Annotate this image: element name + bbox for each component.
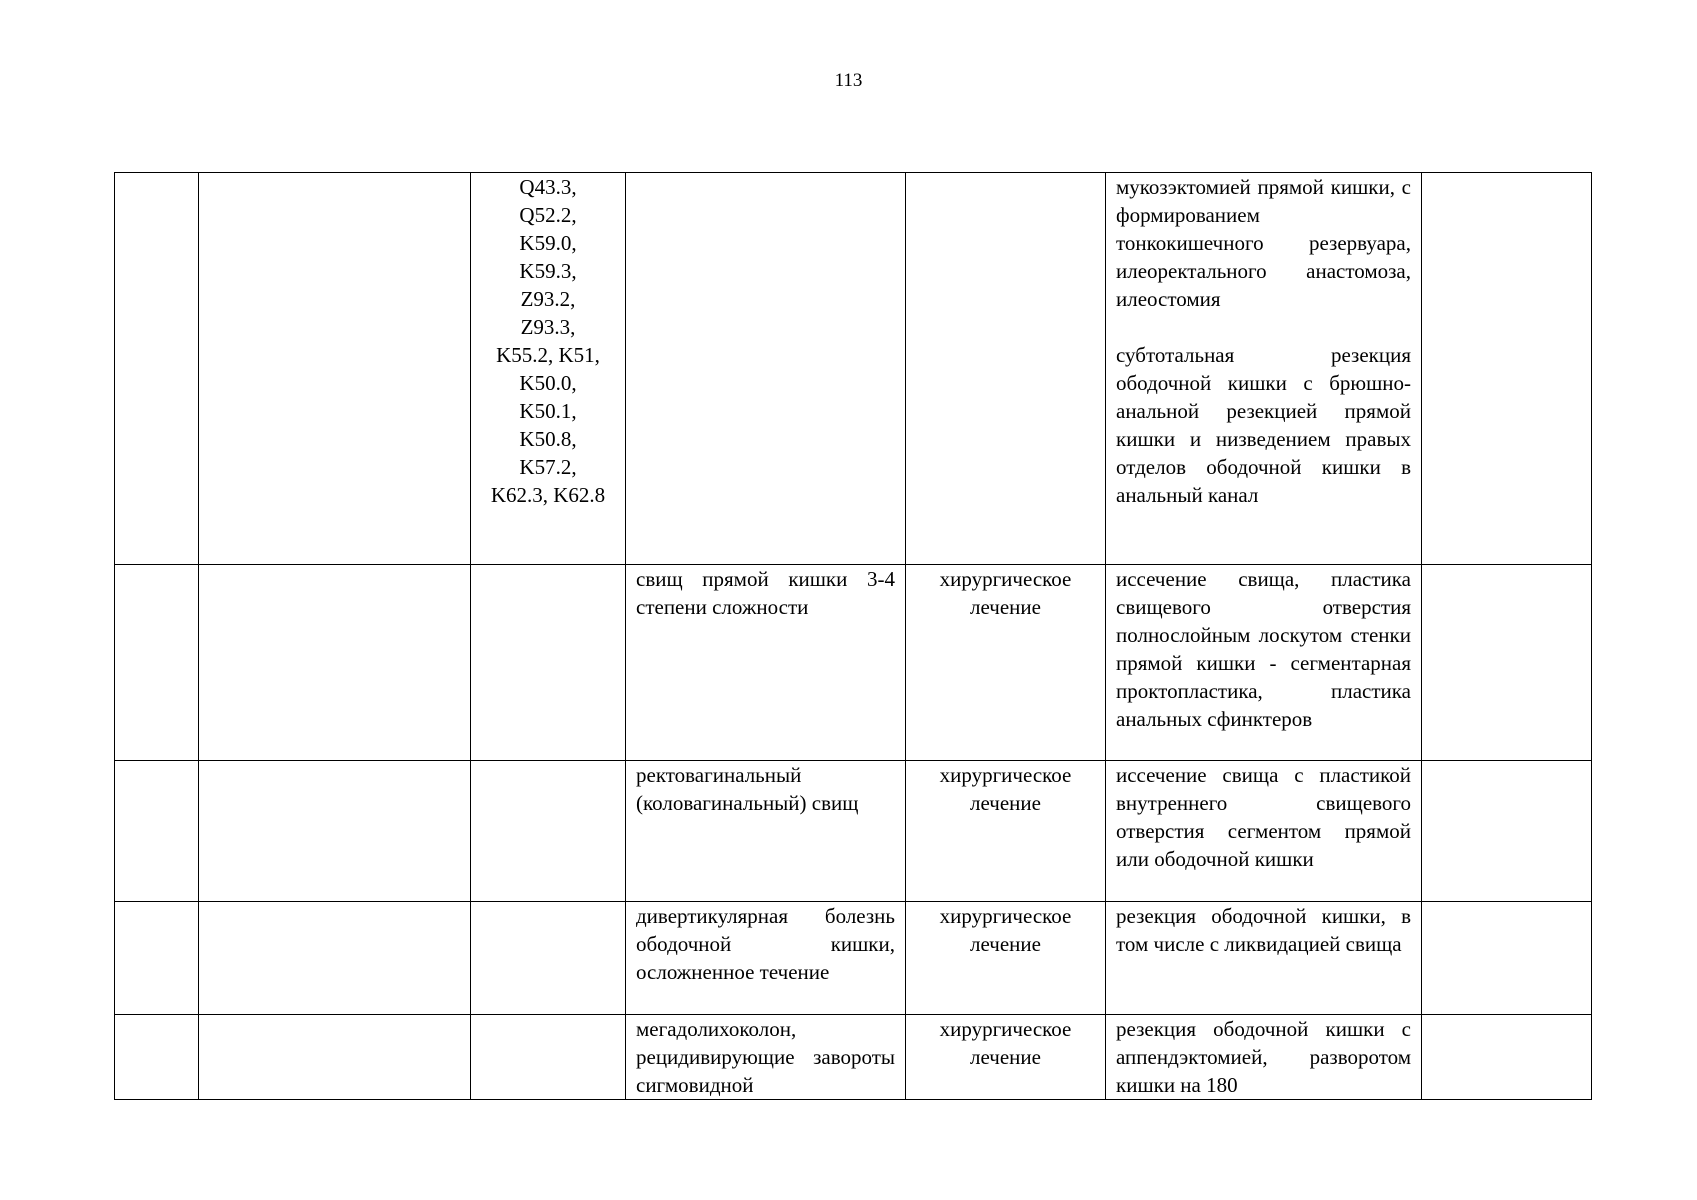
cell-method [1106,173,1422,565]
code-item: K59.0, [519,231,577,255]
cell-diagnosis [626,173,906,565]
cell-codes [471,565,626,761]
cell-method [1106,761,1422,902]
cell-codes [471,902,626,1015]
procedures-table [114,172,1592,1100]
paragraph-gap [1116,313,1411,341]
cell-number [115,1015,199,1100]
method-paragraph: резекция ободочной кишки, в том числе с ликвидацией свища [1116,904,1411,956]
cell-treatment-type [906,173,1106,565]
table-row [115,1015,1592,1100]
code-item: Z93.3, [520,315,576,339]
cell-cost [1422,902,1592,1015]
code-item: K50.1, [519,399,577,423]
cell-cost [1422,173,1592,565]
cell-diagnosis: свищ прямой кишки 3-4 степени сложности [626,565,906,761]
cell-cost [1422,1015,1592,1100]
code-item: K50.0, [519,371,577,395]
method-paragraph: субтотальная резекция ободочной кишки с брюшно-анальной резекцией прямой кишки и низведением правых отделов ободочной кишки в анальный канал [1116,343,1411,507]
cell-diagnosis: мегадолихоколон, рецидивирующие завороты сигмовидной [626,1015,906,1100]
code-item: K59.3, [519,259,577,283]
method-paragraph: иссечение свища с пластикой внутреннего свищевого отверстия сегментом прямой или ободочной кишки [1116,763,1411,871]
method-paragraph: резекция ободочной кишки с аппендэктомией, разворотом кишки на 180 [1116,1017,1411,1097]
cell-cost [1422,565,1592,761]
table-row [115,173,1592,565]
cell-number [115,902,199,1015]
code-item: Q52.2, [519,203,577,227]
cell-cost [1422,761,1592,902]
cell-method [1106,902,1422,1015]
code-item: K55.2, K51, [496,343,600,367]
cell-profile [199,173,471,565]
code-item: K62.3, K62.8 [490,483,606,507]
page-number: 113 [834,70,863,91]
cell-profile [199,761,471,902]
method-paragraph: иссечение свища, пластика свищевого отверстия полнослойным лоскутом стенки прямой кишки - сегментарная проктопластика, пластика анальных сфинктеров [1116,567,1411,731]
cell-number [115,565,199,761]
code-item: Q43.3, [519,175,577,199]
cell-treatment-type: хирургическое лечение [906,565,1106,761]
cell-profile [199,902,471,1015]
cell-codes [471,761,626,902]
table-row [115,761,1592,902]
cell-number [115,761,199,902]
cell-profile [199,1015,471,1100]
method-paragraph: мукозэктомией прямой кишки, с формированием тонкокишечного резервуара, илеоректального анастомоза, илеостомия [1116,175,1411,311]
code-item: K50.8, [519,427,577,451]
cell-method [1106,565,1422,761]
cell-method [1106,1015,1422,1100]
table-row [115,902,1592,1015]
cell-diagnosis: дивертикулярная болезнь ободочной кишки, осложненное течение [626,902,906,1015]
cell-treatment-type: хирургическое лечение [906,902,1106,1015]
cell-diagnosis: ректовагинальный (коловагинальный) свищ [626,761,906,902]
cell-codes [471,173,626,565]
cell-treatment-type: хирургическое лечение [906,761,1106,902]
cell-profile [199,565,471,761]
code-item: Z93.2, [520,287,576,311]
code-item: K57.2, [519,455,577,479]
cell-codes [471,1015,626,1100]
cell-treatment-type: хирургическое лечение [906,1015,1106,1100]
cell-number [115,173,199,565]
table-row [115,565,1592,761]
